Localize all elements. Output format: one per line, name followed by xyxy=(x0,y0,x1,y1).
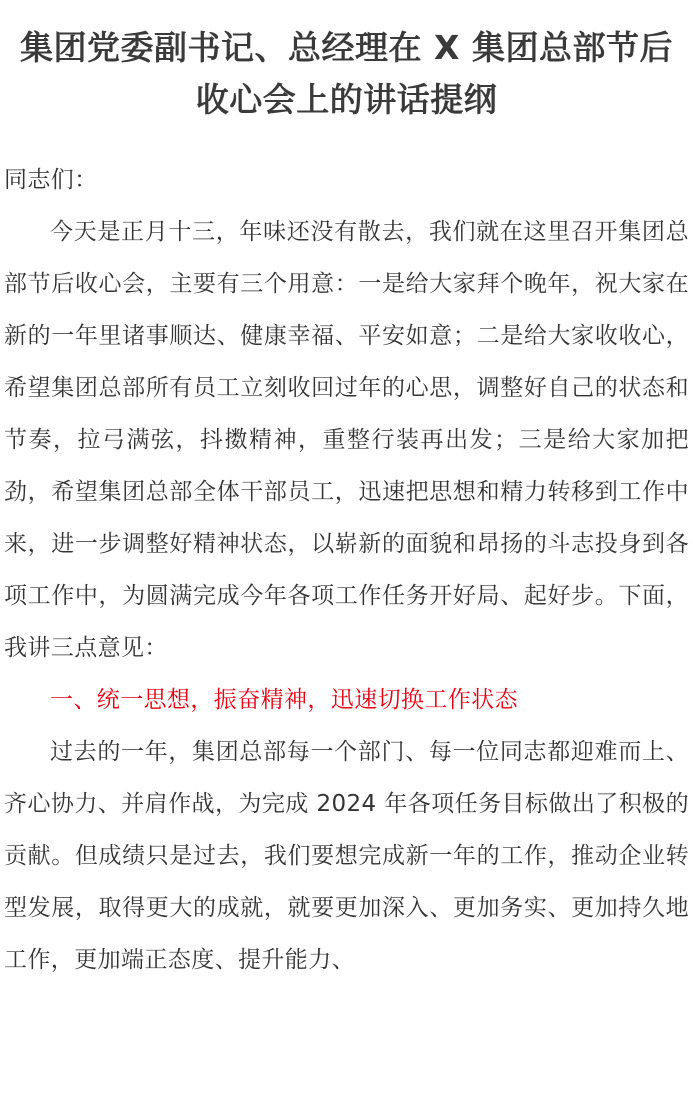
title-line-1: 集团党委副书记、总经理在 X 集团总部节后 xyxy=(20,28,673,67)
document-body xyxy=(4,154,689,986)
title-line-2: 收心会上的讲话提纲 xyxy=(195,80,498,119)
section-heading-1: 一、统一思想，振奋精神，迅速切换工作状态 xyxy=(50,687,518,713)
salutation: 同志们： xyxy=(4,167,98,193)
document-title xyxy=(4,22,689,126)
section-1-paragraph: 过去的一年，集团总部每一个部门、每一位同志都迎难而上、齐心协力、并肩作战，为完成 2024 年各项任务目标做出了积极的贡献。但成绩只是过去，我们要想完成新一年的工作，推动企业转型发展，取得更大的成就，就要更加深入、更加务实、更加持久地工作，更加端正态度、提升能力、 xyxy=(4,739,689,973)
opening-paragraph: 今天是正月十三，年味还没有散去，我们就在这里召开集团总部节后收心会，主要有三个用意：一是给大家拜个晚年，祝大家在新的一年里诸事顺达、健康幸福、平安如意；二是给大家收收心，希望集团总部所有员工立刻收回过年的心思，调整好自己的状态和节奏，拉弓满弦，抖擞精神，重整行装再出发；三是给大家加把劲，希望集团总部全体干部员工，迅速把思想和精力转移到工作中来，进一步调整好精神状态，以崭新的面貌和昂扬的斗志投身到各项工作中，为圆满完成今年各项工作任务开好局、起好步。下面，我讲三点意见： xyxy=(4,219,689,661)
